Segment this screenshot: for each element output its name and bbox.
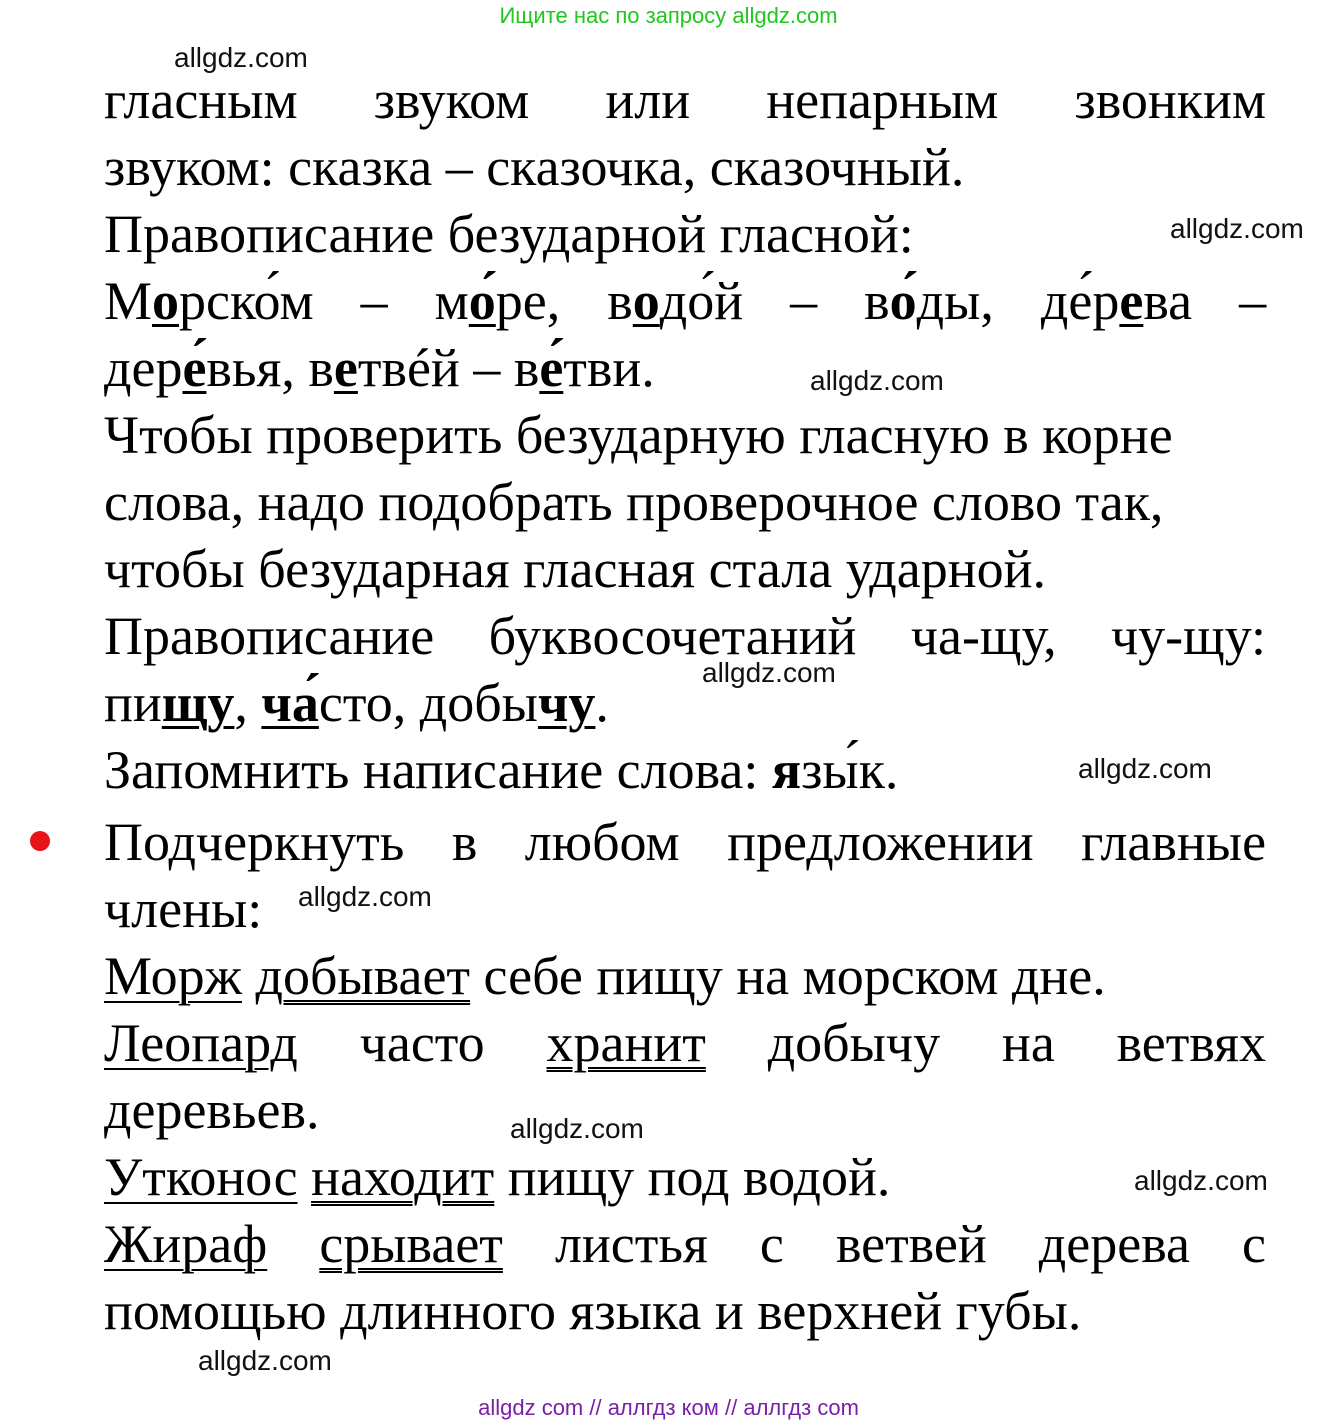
subject: Утконос bbox=[104, 1147, 298, 1207]
text-line: Утконос находит пищу под водой. bbox=[104, 1147, 891, 1207]
text-line: пищу, ча́сто, добычу. bbox=[104, 673, 609, 733]
watermark: allgdz.com bbox=[174, 42, 308, 73]
text-line: звуком: сказка – сказочка, сказочный. bbox=[104, 137, 965, 197]
watermark: allgdz.com bbox=[198, 1345, 332, 1376]
watermark: allgdz.com bbox=[510, 1113, 644, 1144]
text-line: члены: bbox=[104, 879, 263, 939]
watermark: allgdz.com bbox=[1134, 1165, 1268, 1196]
text-line: слова, надо подобрать проверочное слово так, bbox=[104, 472, 1164, 532]
predicate: срывает bbox=[319, 1214, 503, 1274]
text-line: Правописание буквосочетаний ча-щу, чу-щу: bbox=[104, 606, 1267, 666]
predicate: хранит bbox=[546, 1013, 706, 1073]
text-line: Запомнить написание слова: язы́к. bbox=[104, 740, 899, 800]
subject: Жираф bbox=[104, 1214, 268, 1274]
watermark: allgdz.com bbox=[1078, 753, 1212, 784]
text-line: деревьев. bbox=[104, 1080, 320, 1140]
watermark: allgdz.com bbox=[702, 657, 836, 688]
text-line: гласным звуком или непарным звонким bbox=[104, 70, 1267, 130]
text-line: помощью длинного языка и верхней губы. bbox=[104, 1281, 1082, 1341]
text-line: Подчеркнуть в любом предложении главные bbox=[104, 812, 1267, 872]
text-line: чтобы безударная гласная стала ударной. bbox=[104, 539, 1047, 599]
text-line: дере́вья, ветвéй – ве́тви. bbox=[104, 338, 655, 398]
predicate: находит bbox=[311, 1147, 495, 1207]
top-banner: Ищите нас по запросу allgdz.com bbox=[499, 3, 838, 28]
bottom-banner: allgdz com // аллгдз ком // аллгдз com bbox=[478, 1395, 859, 1420]
bullet-marker bbox=[30, 831, 50, 851]
text-line: Морж добывает себе пищу на морском дне. bbox=[104, 946, 1106, 1006]
predicate: добывает bbox=[255, 946, 471, 1006]
subject: Морж bbox=[104, 946, 242, 1006]
text-line: Правописание безударной гласной: bbox=[104, 204, 914, 264]
watermark: allgdz.com bbox=[1170, 213, 1304, 244]
text-line: Чтобы проверить безударную гласную в корне bbox=[104, 405, 1173, 465]
text-line: Леопард часто хранит добычу на ветвях bbox=[104, 1013, 1266, 1073]
text-line: Жираф срывает листья с ветвей дерева с bbox=[104, 1214, 1266, 1274]
subject: Леопард bbox=[104, 1013, 298, 1073]
text-line: Морско́м – мо́ре, водо́й – во́ды, де́рева – bbox=[104, 271, 1267, 331]
watermark: allgdz.com bbox=[298, 881, 432, 912]
watermark: allgdz.com bbox=[810, 365, 944, 396]
